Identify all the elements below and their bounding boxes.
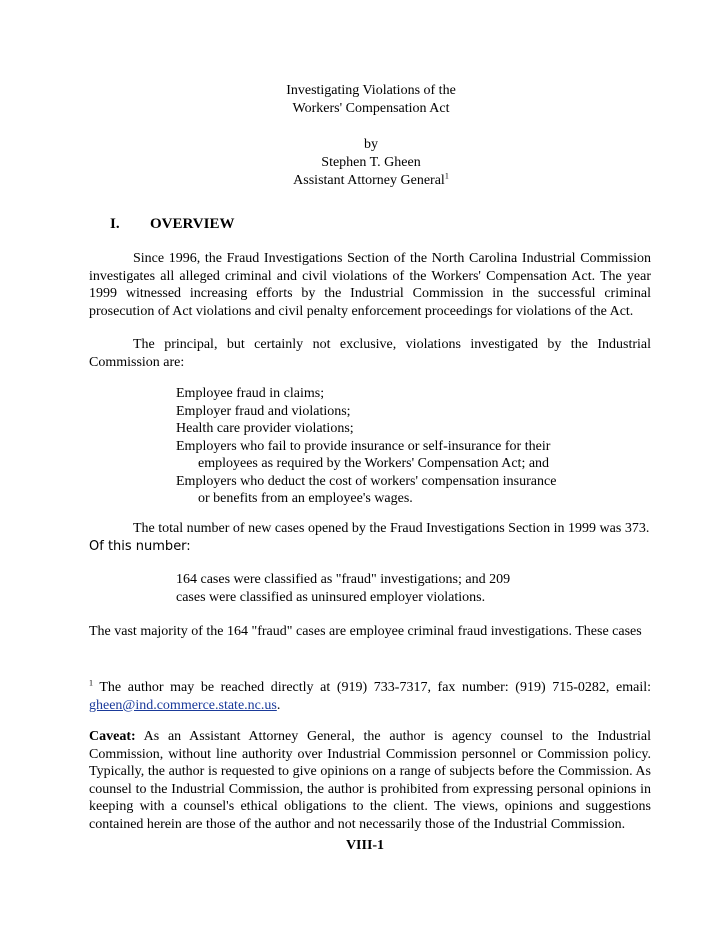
author-position bbox=[0, 172, 728, 190]
section-number: I. bbox=[110, 216, 120, 232]
page-number bbox=[0, 838, 728, 854]
email-link[interactable]: gheen@ind.commerce.state.nc.us bbox=[89, 697, 277, 713]
paragraph-1-text: Since 1996, the Fraud Investigations Section of the North Carolina Industrial Commission investigates all alleged criminal and civil violations of the Workers' Compensation Act. The year 1999 witnessed increasing efforts by the Industrial Commission in the successful criminal prosecution of Act violations and civil penalty enforcement proceedings for violations of the Act. bbox=[89, 251, 651, 319]
paragraph-2-text: The principal, but certainly not exclusive, violations investigated by the Industrial Commission are: bbox=[89, 337, 651, 370]
section-title: OVERVIEW bbox=[150, 216, 235, 232]
caveat-paragraph bbox=[89, 728, 651, 833]
paragraph-2 bbox=[89, 336, 651, 371]
paragraph-4-text: The vast majority of the 164 "fraud" cases are employee criminal fraud investigations. These cases bbox=[89, 624, 642, 639]
list-item-continuation: or benefits from an employee's wages. bbox=[198, 491, 413, 506]
footnote bbox=[89, 679, 651, 714]
author-name: Stephen T. Gheen bbox=[321, 155, 421, 170]
title-by: by bbox=[364, 137, 378, 152]
list-item: Employer fraud and violations; bbox=[176, 403, 351, 419]
footnote-marker: 1 bbox=[89, 678, 93, 688]
list-item: Employers who deduct the cost of workers' compensation insurance bbox=[176, 473, 557, 489]
caveat-text: As an Assistant Attorney General, the author is agency counsel to the Industrial Commission, without line authority over Industrial Commission personnel or Commission policy. Typically, the author is requested to give opinions on a range of subjects before the Commission. As counsel to the Industrial Commission, the author is prohibited from expressing personal opinions in keeping with a counsel's ethical obligations to the client. The views, opinions and suggestions contained herein are those of the author and not necessarily those of the Industrial Commission. bbox=[89, 729, 651, 832]
footnote-period: . bbox=[276, 697, 281, 713]
title-line-1: Investigating Violations of the bbox=[286, 83, 456, 98]
list-item: Employers who fail to provide insurance or self-insurance for their bbox=[176, 438, 551, 454]
footnote-ref[interactable]: 1 bbox=[444, 171, 449, 181]
caveat-label: Caveat: bbox=[89, 729, 136, 744]
section-heading bbox=[110, 216, 235, 233]
author-position-text: Assistant Attorney General bbox=[293, 173, 445, 188]
footnote-text: The author may be reached directly at (919) 733-7317, fax number: (919) 715-0282, email: bbox=[99, 680, 651, 695]
paragraph-3-continuation: Of this number: bbox=[89, 538, 191, 554]
list-item: 164 cases were classified as "fraud" investigations; and 209 bbox=[176, 572, 511, 587]
list-item: Health care provider violations; bbox=[176, 421, 354, 436]
title-line-2: Workers' Compensation Act bbox=[292, 101, 450, 116]
paragraph-1 bbox=[89, 250, 651, 320]
violations-list bbox=[176, 385, 636, 508]
paragraph-3-text: The total number of new cases opened by the Fraud Investigations Section in 1999 was 373. bbox=[133, 521, 650, 536]
page-number-text: VIII-1 bbox=[345, 838, 385, 853]
list-item: Employee fraud in claims; bbox=[176, 386, 325, 401]
list-item-continuation: employees as required by the Workers' Compensation Act; and bbox=[198, 456, 550, 471]
cases-list bbox=[176, 571, 636, 606]
title-block bbox=[0, 82, 728, 190]
list-item: cases were classified as uninsured employer violations. bbox=[176, 589, 486, 605]
paragraph-4 bbox=[89, 623, 651, 641]
paragraph-3 bbox=[89, 520, 651, 555]
